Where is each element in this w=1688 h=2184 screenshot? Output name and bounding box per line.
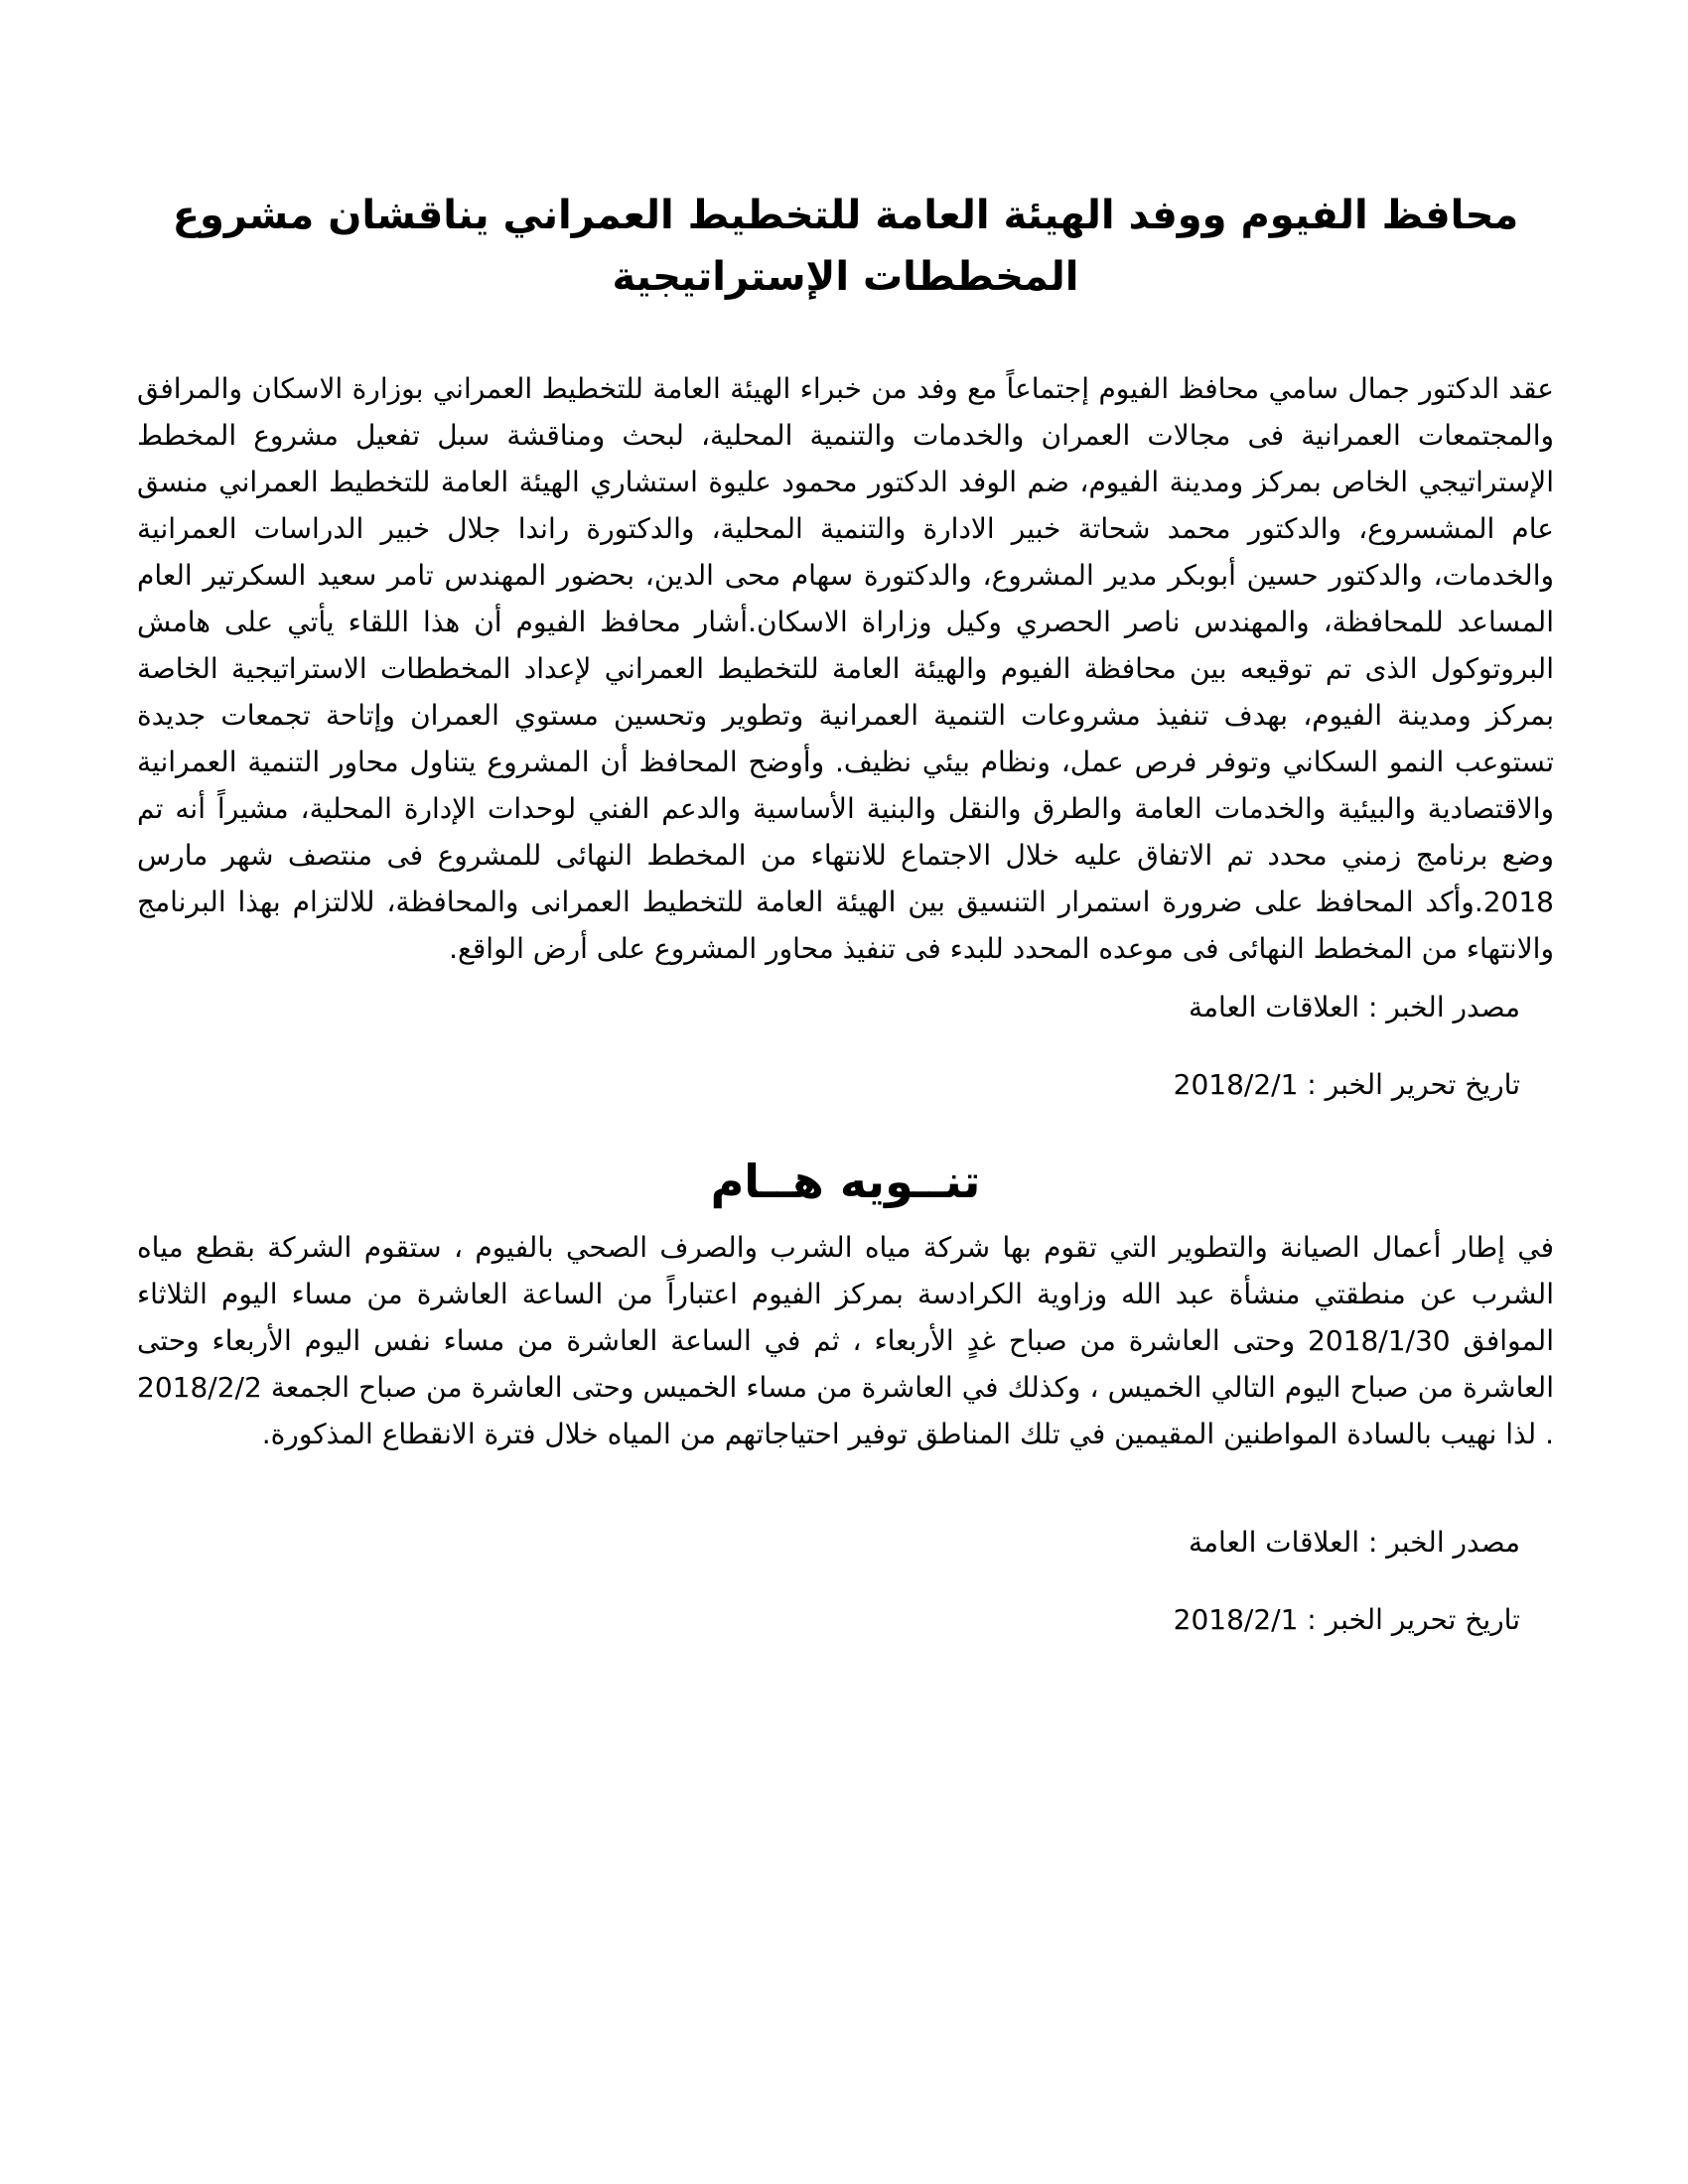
article-body: عقد الدكتور جمال سامي محافظ الفيوم إجتماعاً مع وفد من خبراء الهيئة العامة للتخطيط العمراني بوزارة الاسكان والمرافق والمجتمعات العمرانية فى مجالات العمران والخدمات والتنمية المحلية، لبحث ومناقشة سبل تفعيل مشروع المخطط الإستراتيجي الخاص بمركز ومدينة الفيوم، ضم الوفد الدكتور محمود عليوة استشاري الهيئة العامة للتخطيط العمراني منسق عام المشسروع، والدكتور محمد شحاتة خبير الادارة والتنمية المحلية، والدكتورة راندا جلال خبير الدراسات العمرانية والخدمات، والدكتور حسين أبوبكر مدير المشروع، والدكتورة سهام محى الدين، بحضور المهندس تامر سعيد السكرتير العام المساعد للمحافظة، والمهندس ناصر الحصري وكيل وزاراة الاسكان.أشار محافظ الفيوم أن هذا اللقاء يأتي على هامش البروتوكول الذى تم توقيعه بين محافظة الفيوم والهيئة العامة للتخطيط العمراني لإعداد المخططات الاستراتيجية الخاصة بمركز ومدينة الفيوم، بهدف تنفيذ مشروعات التنمية العمرانية وتطوير وتحسين مستوي العمران وإتاحة تجمعات جديدة تستوعب النمو السكاني وتوفر فرص عمل، ونظام بيئي نظيف. وأوضح المحافظ أن المشروع يتناول محاور التنمية العمرانية والاقتصادية والبيئية والخدمات العامة والطرق والنقل والبنية الأساسية والدعم الفني لوحدات الإدارة المحلية، مشيراً أنه تم وضع برنامج زمني محدد تم الاتفاق عليه خلال الاجتماع للانتهاء من المخطط النهائى للمشروع فى منتصف شهر مارس 2018.وأكد المحافظ على ضرورة استمرار التنسيق بين الهيئة العامة للتخطيط العمرانى والمحافظة، للالتزام بهذا البرنامج والانتهاء من المخطط النهائى فى موعده المحدد للبدء فى تنفيذ محاور المشروع على أرض الواقع. xyxy=(137,372,1554,965)
notice-source-line: مصدر الخبر : العلاقات العامة xyxy=(1189,1526,1520,1559)
notice-date-line: تاريخ تحرير الخبر : 2018/2/1 xyxy=(1173,1603,1520,1636)
article-title: محافظ الفيوم ووفد الهيئة العامة للتخطيط العمراني يناقشان مشروع المخططات الإستراتيجية xyxy=(172,193,1519,300)
article-source-line: مصدر الخبر : العلاقات العامة xyxy=(1189,991,1520,1024)
article-date-line: تاريخ تحرير الخبر : 2018/2/1 xyxy=(1173,1068,1520,1101)
document-content xyxy=(0,185,1688,1642)
notice-body: في إطار أعمال الصيانة والتطوير التي تقوم بها شركة مياه الشرب والصرف الصحي بالفيوم ، ستقوم الشركة بقطع مياه الشرب عن منطقتي منشأة عبد الله وزاوية الكرادسة بمركز الفيوم اعتباراً من الساعة العاشرة من مساء اليوم الثلاثاء الموافق 2018/1/30 وحتى العاشرة من صباح غدٍ الأربعاء ، ثم في الساعة العاشرة من مساء نفس اليوم الأربعاء وحتى العاشرة من صباح اليوم التالي الخميس ، وكذلك في العاشرة من مساء الخميس وحتى العاشرة من صباح الجمعة 2018/2/2 . لذا نهيب بالسادة المواطنين المقيمين في تلك المناطق توفير احتياجاتهم من المياه خلال فترة الانقطاع المذكورة. xyxy=(137,1231,1554,1450)
notice-heading: تنــويه هــام xyxy=(710,1155,981,1208)
